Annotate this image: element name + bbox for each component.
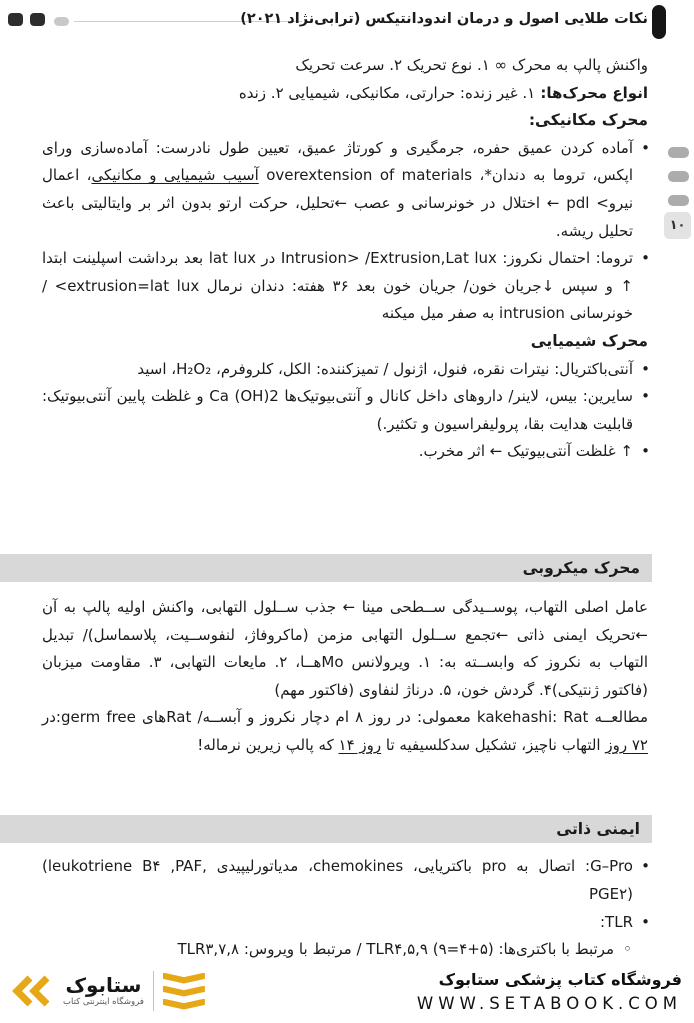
list-subitem: ◦ مرتبط با باکتری‌ها: TLR۴,۵,۹ (۹=۴+۵) / مرتبط با ویروس: TLR۳,۷,۸ xyxy=(42,936,648,964)
list-item: • تروما: احتمال نکروز: Intrusion> /Extrusion,Lat lux در lat lux بعد برداشت اسپلینت ابتدا ↑ و سپس ↓جریان خون/ جریان خون بعد ۳۶ هفته: دندان نرمال <extrusion=lat lux / خونرسانی intrusion به صفر میل میکنه xyxy=(42,245,648,328)
page-title: نکات طلایی اصول و درمان اندودانتیکس (ترابی‌نژاد ۲۰۲۱) xyxy=(240,11,648,27)
section-header-innate-immunity: ایمنی ذاتی xyxy=(0,815,652,843)
brand-wordmark-block xyxy=(63,974,144,1007)
stimulus-types-line: انواع محرک‌ها: ۱. غیر زنده: حرارتی، مکانیکی، شیمیایی ۲. زنده xyxy=(238,83,648,102)
stacked-chevrons-icon xyxy=(163,973,205,1010)
chemical-list xyxy=(42,356,648,466)
brand-divider xyxy=(153,971,154,1011)
deco-square-icon xyxy=(8,13,23,26)
list-item: • G–Pro: اتصال به pro باکتریایی، chemokines، مدیاتورلیپیدی (leukotriene B۴ ,PAF, PGE۲) xyxy=(42,853,648,908)
list-item: • سایرین: بیس، لاینر/ داروهای داخل کانال و آنتی‌بیوتیک‌ها Ca (OH)2 و غلظت پایین آنتی‌بیوتیک: قابلیت هدایت بقا، پرولیفراسیون و تکثیر.) xyxy=(42,383,648,438)
page-footer xyxy=(0,959,694,1023)
chemical-heading: محرک شیمیایی xyxy=(530,331,648,350)
list-item: • آماده کردن عمیق حفره، جرمگیری و کورتاژ عمیق، تعیین طول نادرست: آماده‌سازی ورای اپکس، تروما به دندان*، overextension of materials آسیب شیمیایی و مکانیکی، اعمال نیرو> pdl ← اختلال در خونرسانی و عصب ←تحلیل، حرکت ارتو بدون اثر بر وایتالیتی باعث تحلیل ریشه. xyxy=(42,135,648,245)
microbial-paragraph: عامل اصلی التهاب، پوســیدگی ســطحی مینا ← جذب ســلول التهابی، واکنش اولیه پالپ به آن ←تحریک ایمنی ذاتی ←تجمع ســلول التهابی مزمن (ماکروفاژ، لنفوســیت، پلاسماسل)/ تبدیل التهاب به نکروز که وابســته به: ۱. ویرولانس Moهــا، ۲. مایعات التهابی، ۳. مقاومت میزبان (فاکتور ژنتیکی)۴. گردش خون، ۵. درناژ لنفاوی (فاکتور مهم) xyxy=(42,597,648,699)
footer-text-block xyxy=(417,970,682,1013)
double-chevron-left-icon xyxy=(12,975,54,1007)
brand-wordmark: ستابوک xyxy=(65,973,142,998)
list-item: • ↑ غلظت آنتی‌بیوتیک ← اثر مخرب. xyxy=(42,438,648,466)
list-item: • TLR: xyxy=(42,909,648,937)
shop-title: فروشگاه کتاب پزشکی ستابوک xyxy=(438,969,682,989)
deco-square-icon xyxy=(30,13,45,26)
mechanical-list xyxy=(42,135,648,328)
brand-caption: فروشگاه اینترنتی کتاب xyxy=(63,997,144,1008)
list-item: • آنتی‌باکتریال: نیترات نقره، فنول، اژنول / تمیزکننده: الکل، کلروفرم، H₂O₂، اسید xyxy=(42,356,648,384)
deco-pill-icon xyxy=(54,17,69,26)
innate-immunity-list xyxy=(42,853,648,963)
page-content xyxy=(0,52,694,964)
mechanical-heading: محرک مکانیکی: xyxy=(528,111,648,130)
site-url: WWW.SETABOOK.COM xyxy=(416,993,682,1013)
section-header-microbial: محرک میکروبی xyxy=(0,554,652,582)
page-number: ۱۰ xyxy=(664,212,691,239)
header-corner-bar xyxy=(652,5,666,39)
kakehashi-paragraph: مطالعــه kakehashi: Rat معمولی: در روز ۸ ام دچار نکروز و آبســه/ Ratهای germ free:در ۷۲ روز التهاب ناچیز، تشکیل سدکلسیفیه تا روز ۱۴ که پالپ زیرین نرماله! xyxy=(42,708,649,754)
pulp-reaction-line: واکنش پالپ به محرک ∞ ۱. نوع تحریک ۲. سرعت تحریک xyxy=(295,56,648,74)
setabook-logo xyxy=(12,971,205,1011)
